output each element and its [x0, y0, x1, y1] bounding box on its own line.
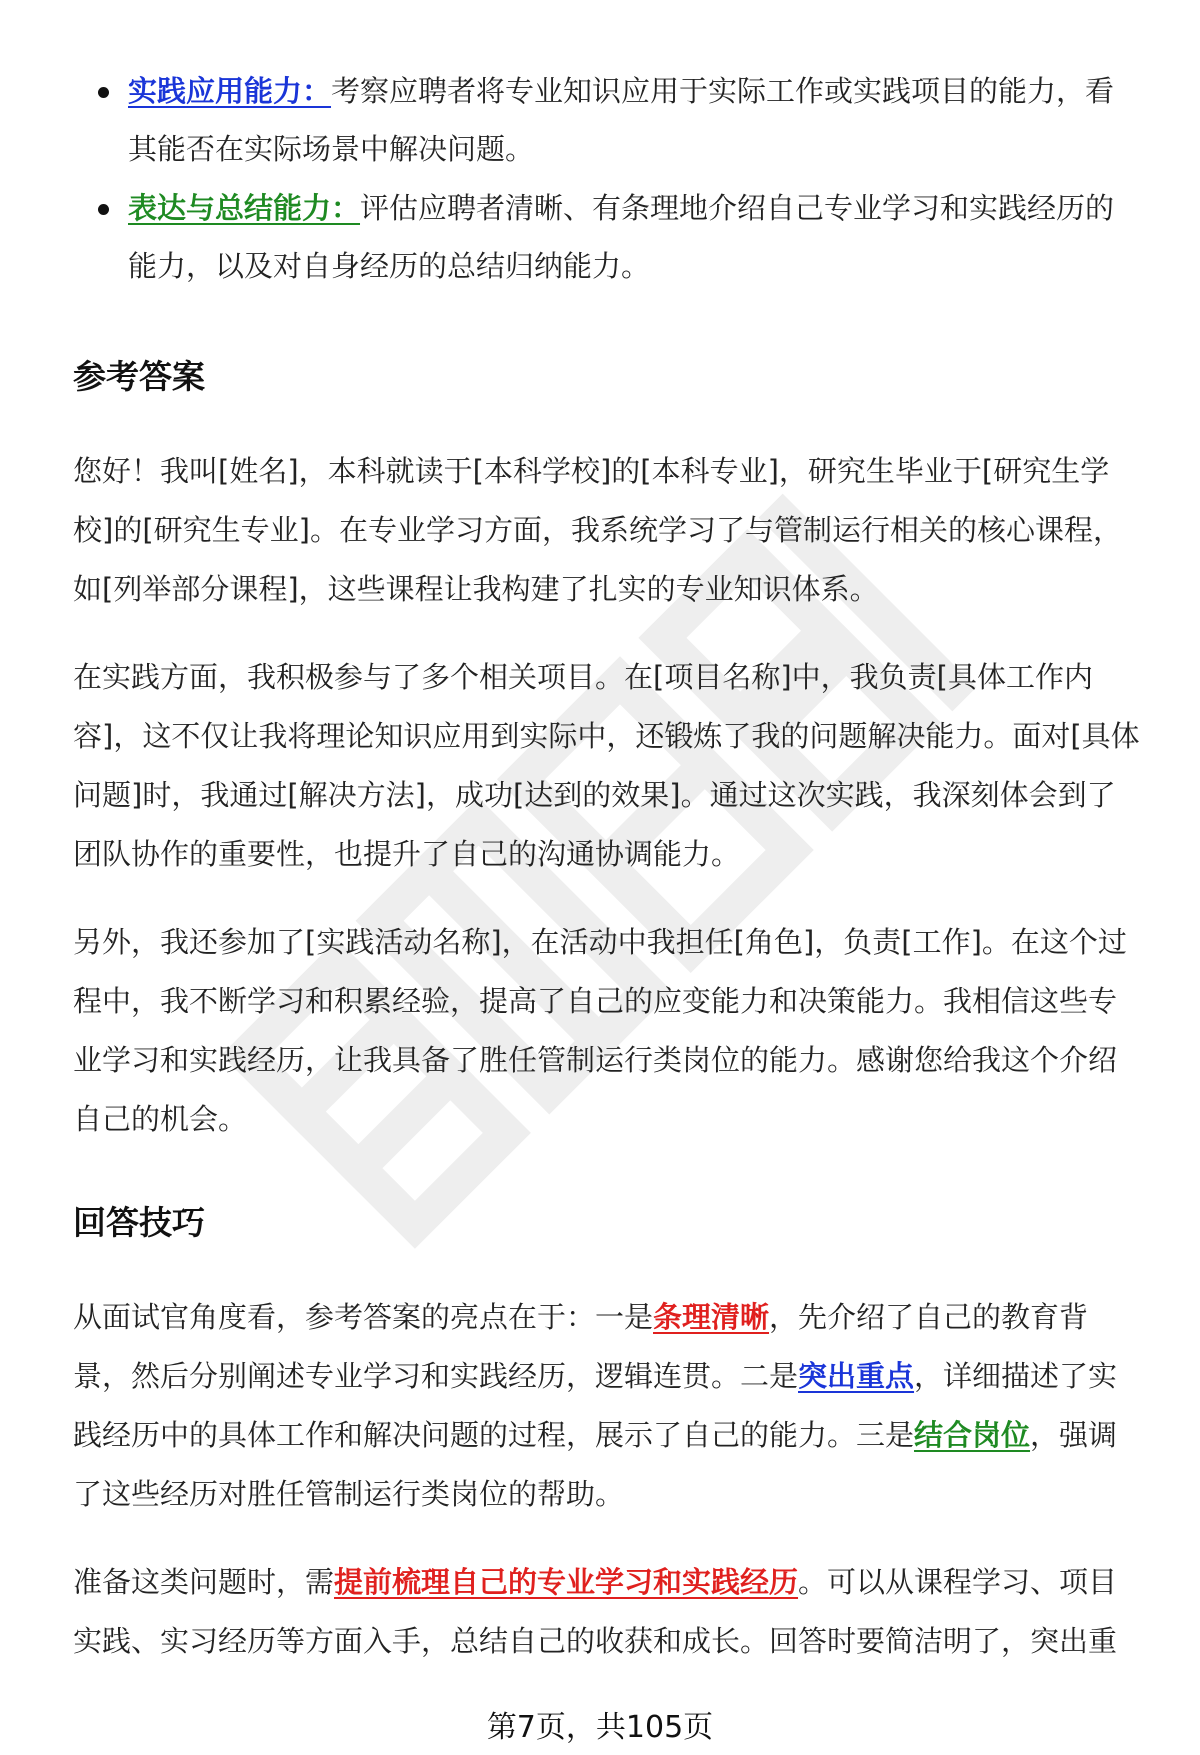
- highlight-keyword: 结合岗位: [914, 1418, 1031, 1452]
- highlight-keyword: 条理清晰: [653, 1300, 770, 1334]
- tips-text: ，先介绍了自己的教育背景，然后分别阐述专业学习和实践经历，逻辑连贯。二是: [73, 1300, 1089, 1393]
- criterion-text: 考察应聘者将专业知识应用于实际工作或实践项目的能力，看其能否在实际场景中解决问题。: [128, 74, 1115, 166]
- bullet-icon: [98, 87, 109, 98]
- tips-heading: 回答技巧: [73, 1203, 205, 1242]
- criterion-text: 评估应聘者清晰、有条理地介绍自己专业学习和实践经历的能力，以及对自身经历的总结归纳能力。: [128, 191, 1115, 283]
- tips-text: ，强调了这些经历对胜任管制运行类岗位的帮助。: [73, 1418, 1118, 1511]
- tips-paragraph: [73, 1288, 1143, 1524]
- list-item: [73, 62, 1143, 178]
- criterion-key: 实践应用能力：: [128, 74, 332, 108]
- highlight-keyword: 提前梳理自己的专业学习和实践经历: [334, 1565, 799, 1599]
- tips-text: ，详细描述了实践经历中的具体工作和解决问题的过程，展示了自己的能力。三是: [73, 1359, 1118, 1452]
- reference-paragraph: 在实践方面，我积极参与了多个相关项目。在[项目名称]中，我负责[具体工作内容]，这不仅让我将理论知识应用到实际中，还锻炼了我的问题解决能力。面对[具体问题]时，我通过[解决方法]，成功[达到的效果]。通过这次实践，我深刻体会到了团队协作的重要性，也提升了自己的沟通协调能力。: [73, 660, 1140, 871]
- bullet-icon: [98, 204, 109, 215]
- reference-heading: 参考答案: [73, 357, 205, 396]
- criteria-list: [73, 62, 1143, 295]
- tips-text: 从面试官角度看，参考答案的亮点在于：一是: [73, 1300, 654, 1334]
- page-content: [73, 62, 1143, 1671]
- highlight-keyword: 突出重点: [798, 1359, 915, 1393]
- list-item: [73, 179, 1143, 295]
- reference-paragraph: 您好！我叫[姓名]，本科就读于[本科学校]的[本科专业]，研究生毕业于[研究生学校]的[研究生专业]。在专业学习方面，我系统学习了与管制运行相关的核心课程，如[列举部分课程]，这些课程让我构建了扎实的专业知识体系。: [73, 454, 1122, 606]
- tips-text: 。可以从课程学习、项目实践、实习经历等方面入手，总结自己的收获和成长。回答时要简洁明了，突出重: [73, 1565, 1118, 1658]
- reference-paragraph: 另外，我还参加了[实践活动名称]，在活动中我担任[角色]，负责[工作]。在这个过程中，我不断学习和积累经验，提高了自己的应变能力和决策能力。我相信这些专业学习和实践经历，让我具备了胜任管制运行类岗位的能力。感谢您给我这个介绍自己的机会。: [73, 925, 1127, 1136]
- tips-text: 准备这类问题时，需: [73, 1565, 335, 1599]
- criterion-key: 表达与总结能力：: [128, 191, 361, 225]
- page-number: 第7页，共105页: [486, 1710, 714, 1745]
- tips-paragraph: [73, 1553, 1143, 1671]
